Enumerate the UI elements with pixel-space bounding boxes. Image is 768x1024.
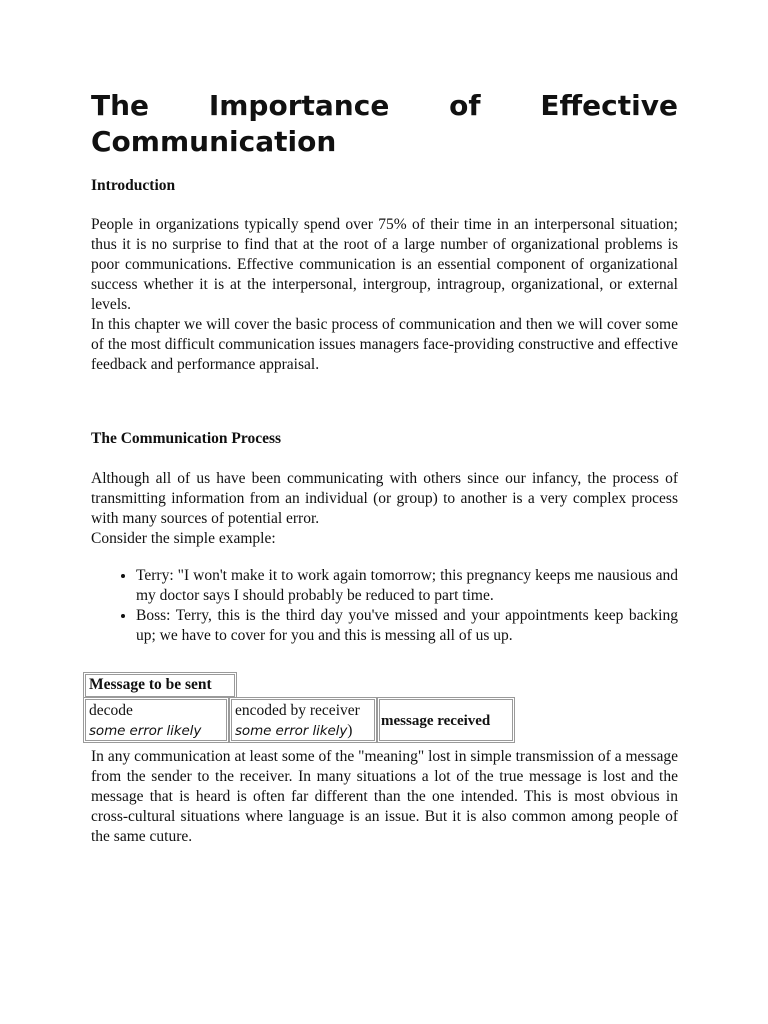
communication-process-paragraph-2: Consider the simple example: [91,530,276,547]
document-title [91,88,678,160]
title-line-1: The Importance of Effective [91,89,678,122]
title-line-2: Communication [91,125,337,158]
example-item-terry: • Terry: "I won't make it to work again tomorrow; this pregnancy keeps me nausious and my doctor says I should probably be reduced to part time. [136,566,678,606]
document-content [91,88,678,847]
message-received-cell [377,697,515,743]
message-received-label: message received [381,713,491,729]
encode-cell [229,697,377,743]
decode-error-note: some error likely [89,723,202,739]
introduction-paragraph-2: In this chapter we will cover the basic process of communication and then we will cover some of the most difficult communication issues managers face-providing constructive and effective feedback and performance appraisal. [91,316,678,373]
introduction-paragraph-1: People in organizations typically spend over 75% of their time in an interpersonal situation; thus it is no surprise to find that at the root of a large number of organizational problems is poor communications. Effective communication is an essential component of organizational success whether it is at the interpersonal, intergroup, intragroup, organizational, or external levels. [91,216,678,313]
encode-close-paren: ) [347,722,353,739]
introduction-heading: Introduction [91,177,176,194]
decode-cell [83,697,229,743]
encode-label: encoded by receiver [235,702,360,719]
message-to-be-sent-cell [83,672,237,699]
decode-label: decode [89,702,133,719]
encode-error-note: some error likely [235,723,348,739]
meaning-loss-paragraph: In any communication at least some of the "meaning" lost in simple transmission of a message from the sender to the receiver. In many situations a lot of the true message is lost and the message that is heard is often far different than the one intended. This is most obvious in cross-cultural situations where language is an issue. But it is also common among people of the same cuture. [91,748,678,845]
communication-diagram [83,672,678,750]
example-item-boss: • Boss: Terry, this is the third day you've missed and your appointments keep backing up; we have to cover for you and this is messing all of us up. [136,606,678,646]
communication-process-paragraph-1: Although all of us have been communicating with others since our infancy, the process of transmitting information from an individual (or group) to another is a very complex process with many sources of potential error. [91,470,678,527]
example-list [91,566,678,646]
message-to-be-sent-label: Message to be sent [89,676,212,693]
communication-process-heading: The Communication Process [91,430,282,447]
